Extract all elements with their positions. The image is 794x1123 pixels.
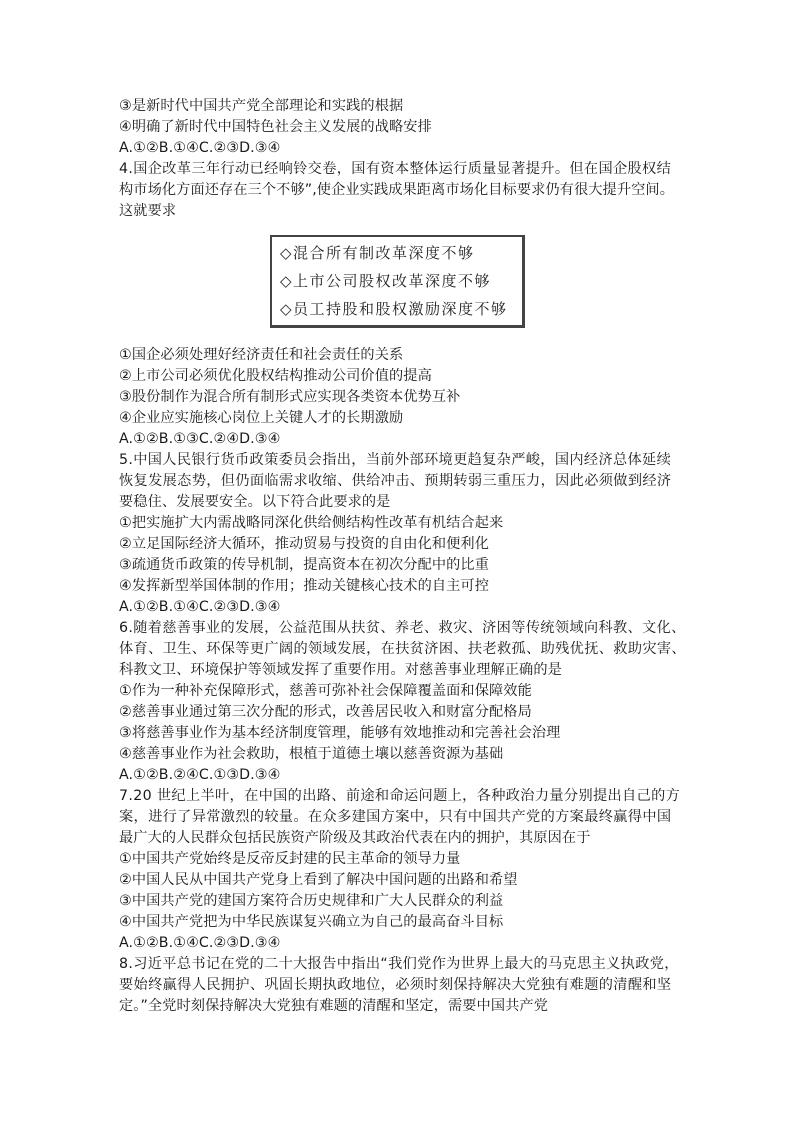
info-box-item: ◇上市公司股权改革深度不够 xyxy=(280,272,492,290)
question-5-text: 5.中国人民银行货币政策委员会指出，当前外部环境更趋复杂严峻，国内经济总体延续 xyxy=(119,452,672,468)
option-line: ①国企必须处理好经济责任和社会责任的关系 xyxy=(119,347,404,363)
option-line: ②上市公司必须优化股权结构推动公司价值的提高 xyxy=(119,368,432,384)
question-6-text: 6.随着慈善事业的发展，公益范围从扶贫、养老、救灾、济困等传统领域向科教、文化、 xyxy=(119,620,686,636)
option-line: ①把实施扩大内需战略同深化供给侧结构性改革有机结合起来 xyxy=(119,515,504,531)
option-line: ④中国共产党把为中华民族谋复兴确立为自己的最高奋斗目标 xyxy=(119,914,504,930)
answer-choices: A.①②B.①③C.②④D.③④ xyxy=(119,431,281,447)
answer-choices: A.①②B.①④C.②③D.③④ xyxy=(119,935,281,951)
question-7-text: 最广大的人民群众包括民族资产阶级及其政治代表在内的拥护，其原因在于 xyxy=(119,830,591,846)
info-box-item: ◇员工持股和股权激励深度不够 xyxy=(280,300,508,318)
question-6-text: 体育、卫生、环保等更广阔的领域发展，在扶贫济困、扶老救孤、助残优抚、救助灾害、 xyxy=(119,641,686,657)
question-4-text: 这就要求 xyxy=(119,203,177,219)
question-4-text: 构市场化方面还存在三个不够”,使企业实践成果距离市场化目标要求仍有很大提升空间。 xyxy=(119,182,674,198)
question-8-text: 8.习近平总书记在党的二十大报告中指出“我们党作为世界上最大的马克思主义执政党， xyxy=(119,956,679,972)
option-line: ②慈善事业通过第三次分配的形式，改善居民收入和财富分配格局 xyxy=(119,704,532,720)
question-8-text: 要始终赢得人民拥护、巩固长期执政地位，必须时刻保持解决大党独有难题的清醒和坚 xyxy=(119,977,672,993)
question-5-text: 要稳住、发展要安全。以下符合此要求的是 xyxy=(119,494,391,510)
question-4-text: 4.国企改革三年行动已经响铃交卷，国有资本整体运行质量显著提升。但在国企股权结 xyxy=(119,161,672,177)
option-line: ③股份制作为混合所有制形式应实现各类资本优势互补 xyxy=(119,389,461,405)
answer-choices: A.①②B.②④C.①③D.③④ xyxy=(119,767,281,783)
question-5-text: 恢复发展态势，但仍面临需求收缩、供给冲击、预期转弱三重压力，因此必须做到经济 xyxy=(119,473,672,489)
option-line: ③是新时代中国共产党全部理论和实践的根据 xyxy=(119,98,404,114)
option-line: ②立足国际经济大循环，推动贸易与投资的自由化和便利化 xyxy=(119,536,490,552)
question-4-info-box xyxy=(270,235,525,328)
option-line: ③疏通货币政策的传导机制，提高资本在初次分配中的比重 xyxy=(119,557,490,573)
option-line: ④明确了新时代中国特色社会主义发展的战略安排 xyxy=(119,119,432,135)
option-line: ③中国共产党的建国方案符合历史规律和广大人民群众的利益 xyxy=(119,893,504,909)
question-7-text: 案，进行了异常激烈的较量。在众多建国方案中，只有中国共产党的方案最终赢得中国 xyxy=(119,809,672,825)
option-line: ②中国人民从中国共产党身上看到了解决中国问题的出路和希望 xyxy=(119,872,518,888)
option-line: ④企业应实施核心岗位上关键人才的长期激励 xyxy=(119,410,404,426)
question-7-text: 7.20 世纪上半叶，在中国的出路、前途和命运问题上，各种政治力量分别提出自己的方 xyxy=(119,788,681,804)
question-6-text: 科教文卫、环境保护等领域发挥了重要作用。对慈善事业理解正确的是 xyxy=(119,662,562,678)
option-line: ①作为一种补充保障形式，慈善可弥补社会保障覆盖面和保障效能 xyxy=(119,683,532,699)
option-line: ④发挥新型举国体制的作用；推动关键核心技术的自主可控 xyxy=(119,578,490,594)
question-8-text: 定。”全党时刻保持解决大党独有难题的清醒和坚定，需要中国共产党 xyxy=(119,998,548,1014)
option-line: ④慈善事业作为社会救助，根植于道德土壤以慈善资源为基础 xyxy=(119,746,504,762)
info-box-item: ◇混合所有制改革深度不够 xyxy=(280,244,475,262)
option-line: ③将慈善事业作为基本经济制度管理，能够有效地推动和完善社会治理 xyxy=(119,725,561,741)
answer-choices: A.①②B.①④C.②③D.③④ xyxy=(119,140,281,156)
option-line: ①中国共产党始终是反帝反封建的民主革命的领导力量 xyxy=(119,851,461,867)
answer-choices: A.①②B.①④C.②③D.③④ xyxy=(119,599,281,615)
